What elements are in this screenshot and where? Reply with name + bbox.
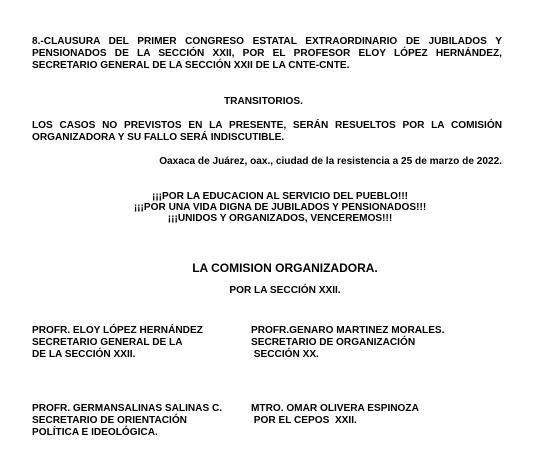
signatory-role: SECRETARIO DE ORIENTACIÓN <box>32 415 187 426</box>
signatory-role: DE LA SECCIÓN XXII. <box>32 349 136 360</box>
slogan-3: ¡¡¡UNIDOS Y ORGANIZADOS, VENCEREMOS!!! <box>167 213 393 224</box>
signatory-role: SECRETARIO DE ORGANIZACIÓN <box>251 337 416 348</box>
slogan-1: ¡¡¡POR LA EDUCACION AL SERVICIO DEL PUEBLO!!! <box>151 191 409 202</box>
signatory-role: SECCIÓN XX. <box>251 349 319 360</box>
signatory-role: SECRETARIO GENERAL DE LA <box>32 337 183 348</box>
clause-8-line-3: SECRETARIO GENERAL DE LA SECCIÓN XXII DE LA CNTE-CNTE. <box>32 60 350 71</box>
commission-subtitle: POR LA SECCIÓN XXII. <box>229 285 341 296</box>
signatory-role: POLÍTICA E IDEOLÓGICA. <box>32 427 158 438</box>
slogan-2: ¡¡¡POR UNA VIDA DIGNA DE JUBILADOS Y PENSIONADOS!!! <box>133 202 427 213</box>
signatory-name: PROFR.GENARO MARTINEZ MORALES. <box>251 325 445 336</box>
transitorio-line-2: ORGANIZADORA Y SU FALLO SERÁ INDISCUTIBLE. <box>32 132 285 143</box>
signatory-name: PROFR. ELOY LÓPEZ HERNÁNDEZ <box>32 325 203 336</box>
place-date: Oaxaca de Juárez, oax., ciudad de la resistencia a 25 de marzo de 2022. <box>159 156 502 167</box>
clause-8-line-2: PENSIONADOS DE LA SECCIÓN XXII, POR EL PROFESOR ELOY LÓPEZ HERNÁNDEZ, <box>32 48 502 59</box>
commission-title: LA COMISION ORGANIZADORA. <box>192 261 378 275</box>
clause-8-line-1: 8.-CLAUSURA DEL PRIMER CONGRESO ESTATAL EXTRAORDINARIO DE JUBILADOS Y <box>32 36 502 47</box>
signatory-name: PROFR. GERMANSALINAS SALINAS C. <box>32 403 223 414</box>
signatory-role: POR EL CEPOS XXII. <box>251 415 357 426</box>
transitorio-line-1: LOS CASOS NO PREVISTOS EN LA PRESENTE, SERÁN RESUELTOS POR LA COMISIÓN <box>32 120 502 131</box>
signatory-name: MTRO. OMAR OLIVERA ESPINOZA <box>251 403 419 414</box>
transitorios-heading: TRANSITORIOS. <box>224 96 303 107</box>
